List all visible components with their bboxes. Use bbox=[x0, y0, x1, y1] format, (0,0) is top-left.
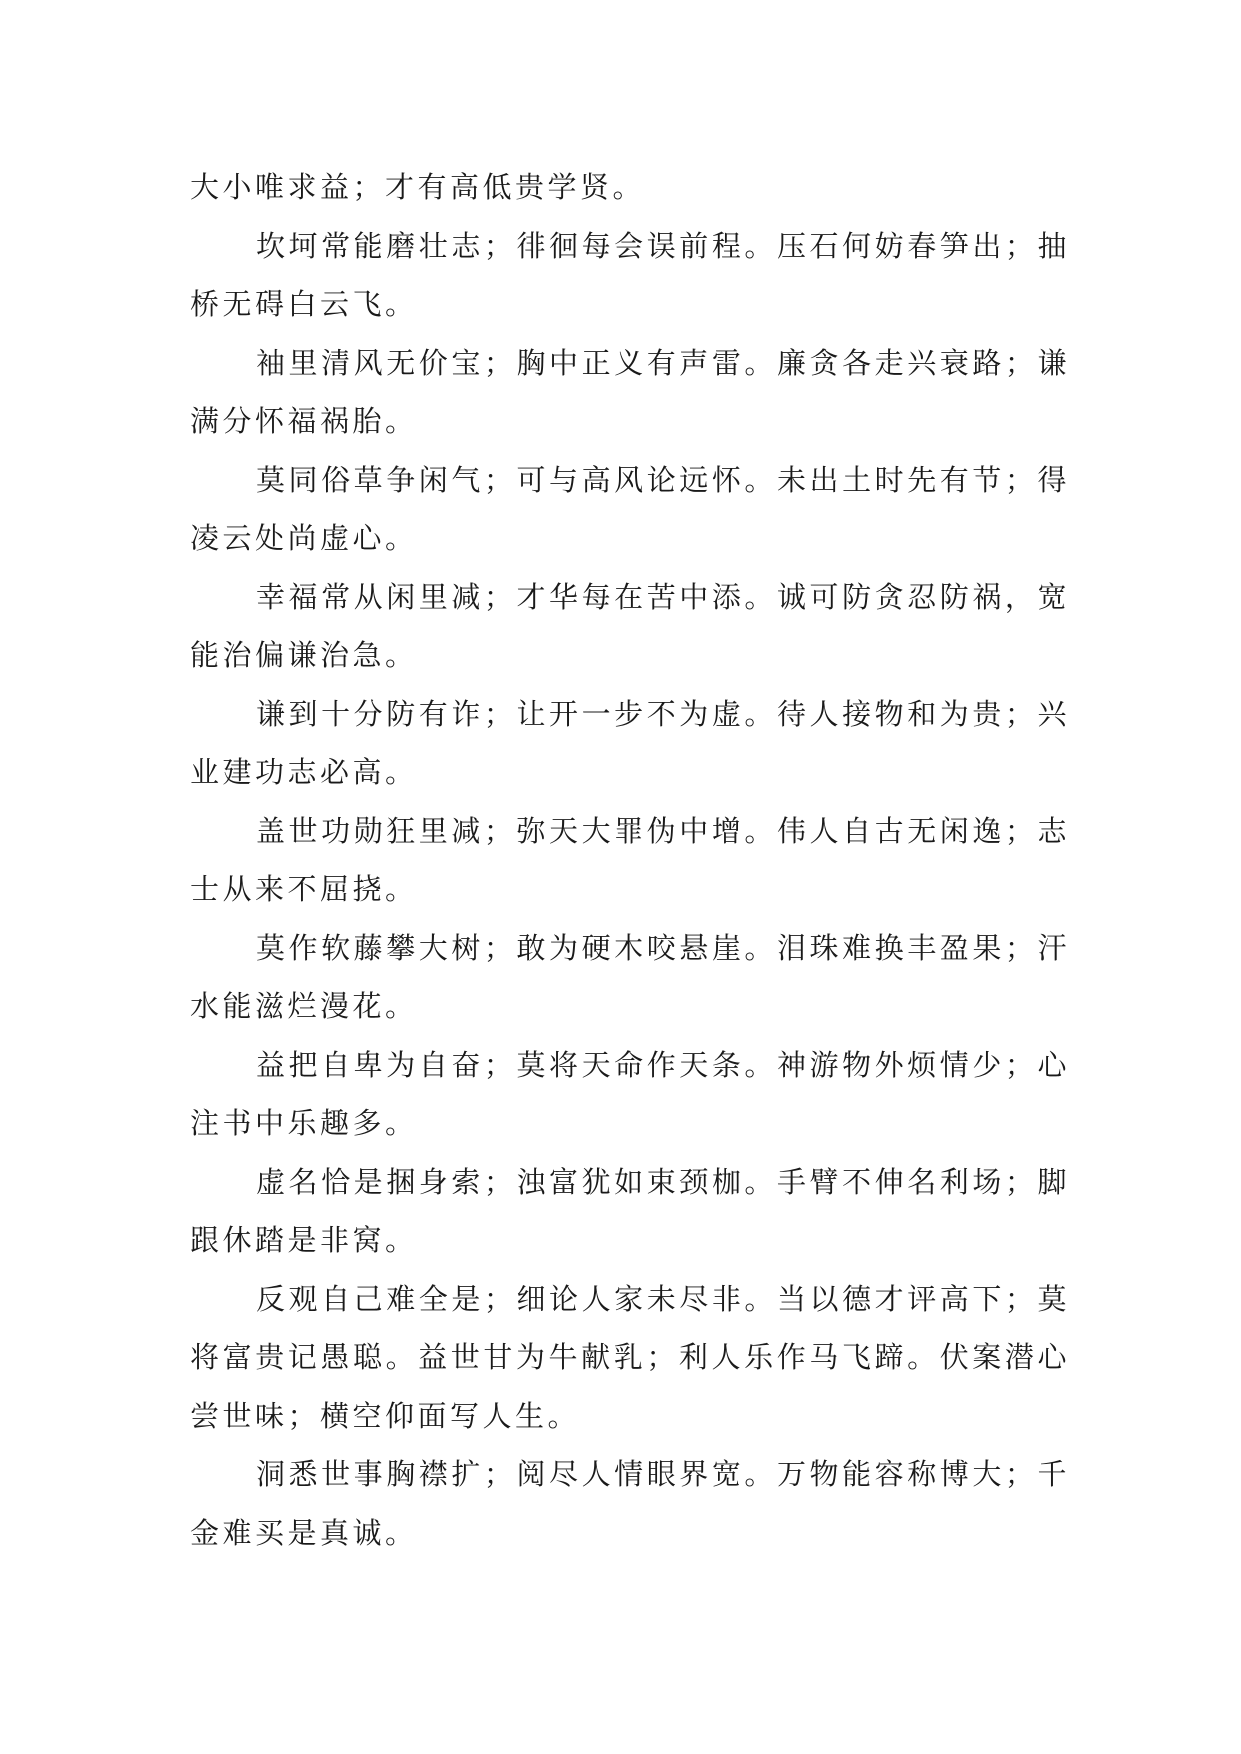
paragraph-3: 袖里清风无价宝；胸中正义有声雷。廉贪各走兴衰路；谦满分怀福祸胎。 bbox=[190, 345, 1070, 438]
paragraph-5: 幸福常从闲里减；才华每在苦中添。诚可防贪忍防祸，宽能治偏谦治急。 bbox=[190, 579, 1070, 672]
paragraph-4: 莫同俗草争闲气；可与高风论远怀。未出土时先有节；得凌云处尚虚心。 bbox=[190, 462, 1070, 555]
paragraph-11: 反观自己难全是；细论人家未尽非。当以德才评高下；莫将富贵记愚聪。益世甘为牛献乳；利人乐作马飞蹄。伏案潜心尝世味；横空仰面写人生。 bbox=[190, 1281, 1070, 1433]
paragraph-10: 虚名恰是捆身索；浊富犹如束颈枷。手臂不伸名利场；脚跟休踏是非窝。 bbox=[190, 1164, 1070, 1257]
paragraph-9: 益把自卑为自奋；莫将天命作天条。神游物外烦情少；心注书中乐趣多。 bbox=[190, 1047, 1070, 1140]
paragraph-1: 大小唯求益；才有高低贵学贤。 bbox=[190, 170, 646, 204]
paragraph-12: 洞悉世事胸襟扩；阅尽人情眼界宽。万物能容称博大；千金难买是真诚。 bbox=[190, 1457, 1070, 1550]
paragraph-8: 莫作软藤攀大树；敢为硬木咬悬崖。泪珠难换丰盈果；汗水能滋烂漫花。 bbox=[190, 930, 1070, 1023]
paragraph-2: 坎坷常能磨壮志；徘徊每会误前程。压石何妨春笋出；抽桥无碍白云飞。 bbox=[190, 228, 1070, 321]
paragraph-7: 盖世功勋狂里减；弥天大罪伪中增。伟人自古无闲逸；志士从来不屈挠。 bbox=[190, 813, 1070, 906]
body-text bbox=[190, 158, 1070, 1562]
paragraph-6: 谦到十分防有诈；让开一步不为虚。待人接物和为贵；兴业建功志必高。 bbox=[190, 696, 1070, 789]
